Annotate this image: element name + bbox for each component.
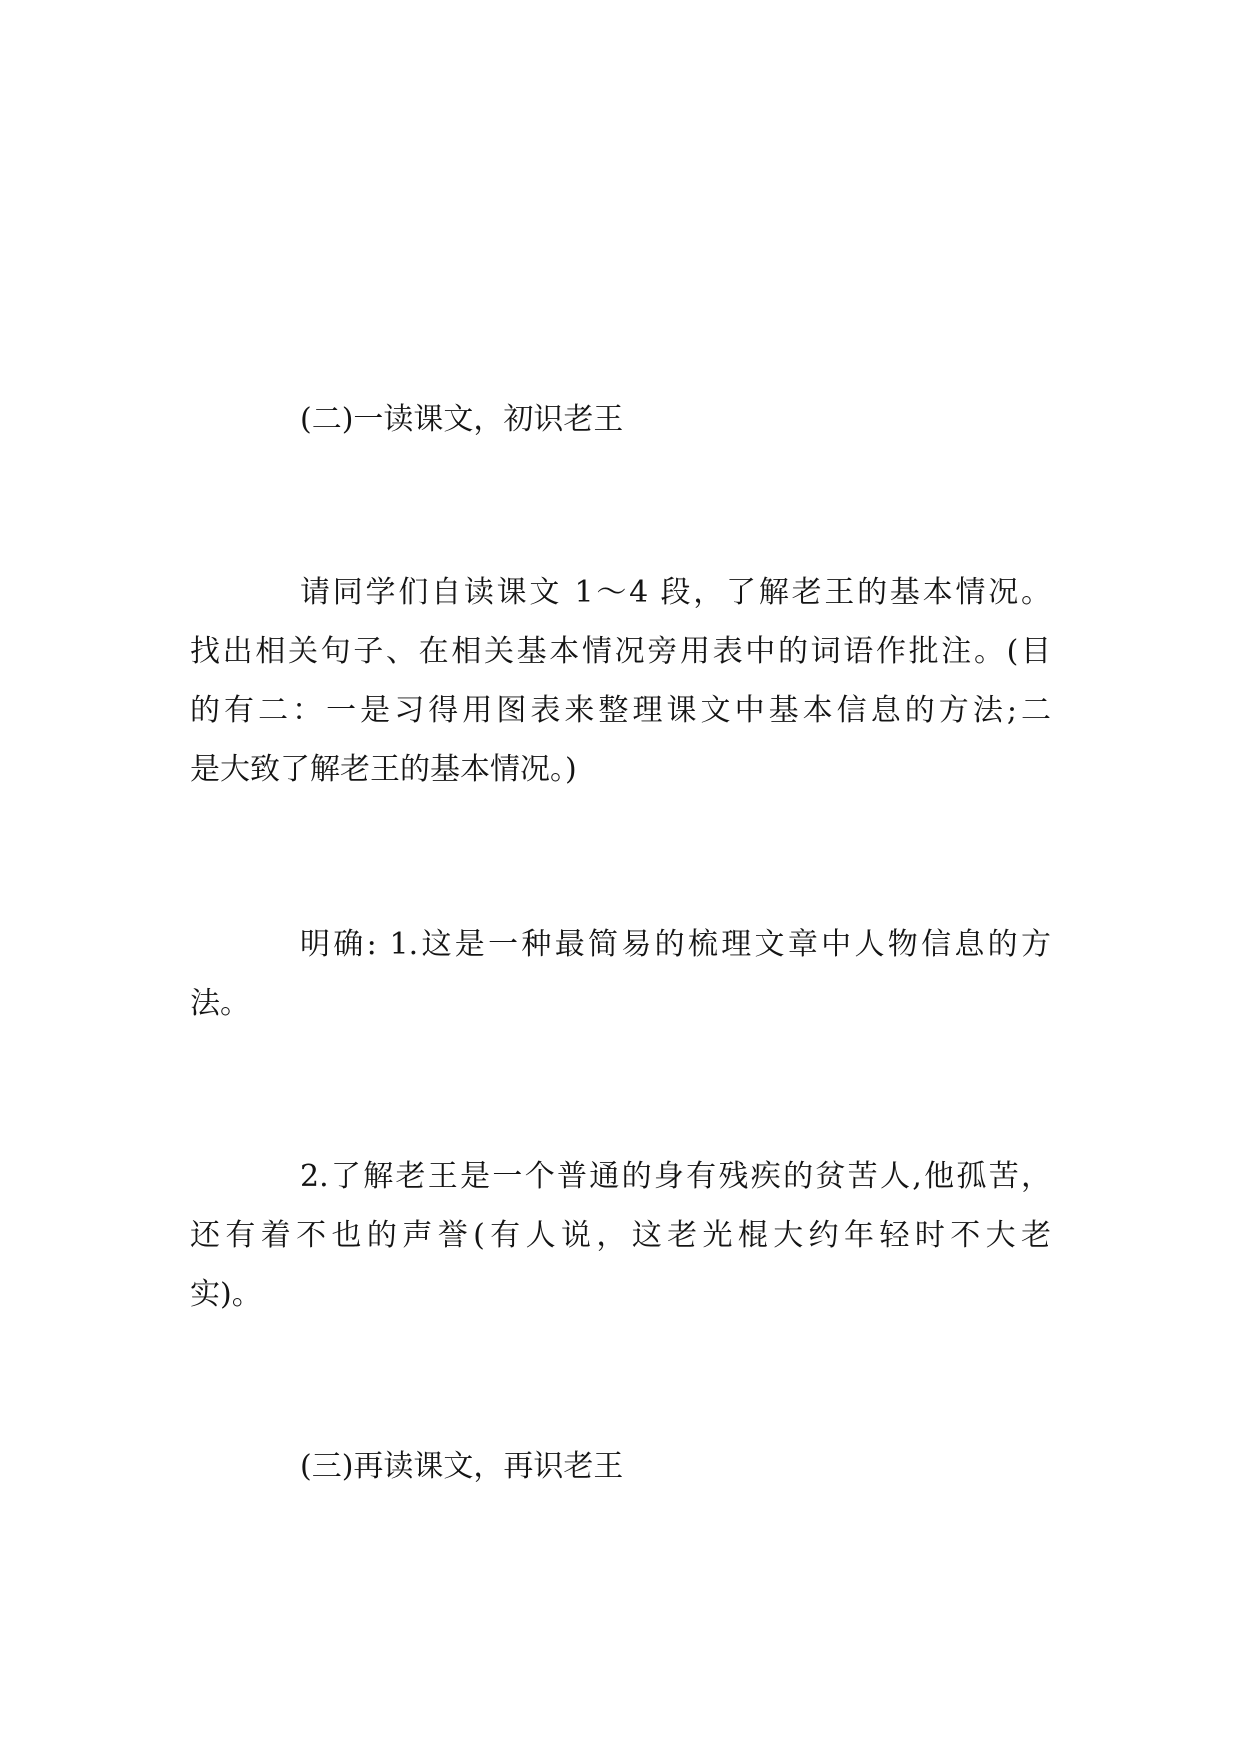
paragraph-clarification-two	[190, 1147, 1051, 1324]
paragraph-line: 是大致了解老王的基本情况。)	[190, 752, 577, 787]
paragraph-line: 实)。	[190, 1277, 262, 1312]
paragraph-line: 还有着不也的声誉(有人说，这老光棍大约年轻时不大老	[190, 1218, 1051, 1253]
section-heading-text: (二)一读课文，初识老王	[300, 402, 624, 437]
paragraph-line: 明确: 1.这是一种最简易的梳理文章中人物信息的方	[300, 927, 1051, 962]
section-heading-second-reading	[190, 1437, 1051, 1496]
paragraph-reading-task	[190, 563, 1051, 799]
paragraph-clarification-one	[190, 915, 1051, 1033]
paragraph-line: 请同学们自读课文 1～4 段，了解老王的基本情况。	[300, 575, 1051, 610]
paragraph-line: 法。	[190, 986, 250, 1021]
section-heading-one-reading	[190, 390, 1051, 449]
paragraph-line: 找出相关句子、在相关基本情况旁用表中的词语作批注。(目	[190, 634, 1051, 669]
section-heading-text: (三)再读课文，再识老王	[300, 1449, 624, 1484]
paragraph-line: 的有二：一是习得用图表来整理课文中基本信息的方法;二	[190, 693, 1051, 728]
paragraph-line: 2.了解老王是一个普通的身有残疾的贫苦人,他孤苦，	[300, 1159, 1051, 1194]
